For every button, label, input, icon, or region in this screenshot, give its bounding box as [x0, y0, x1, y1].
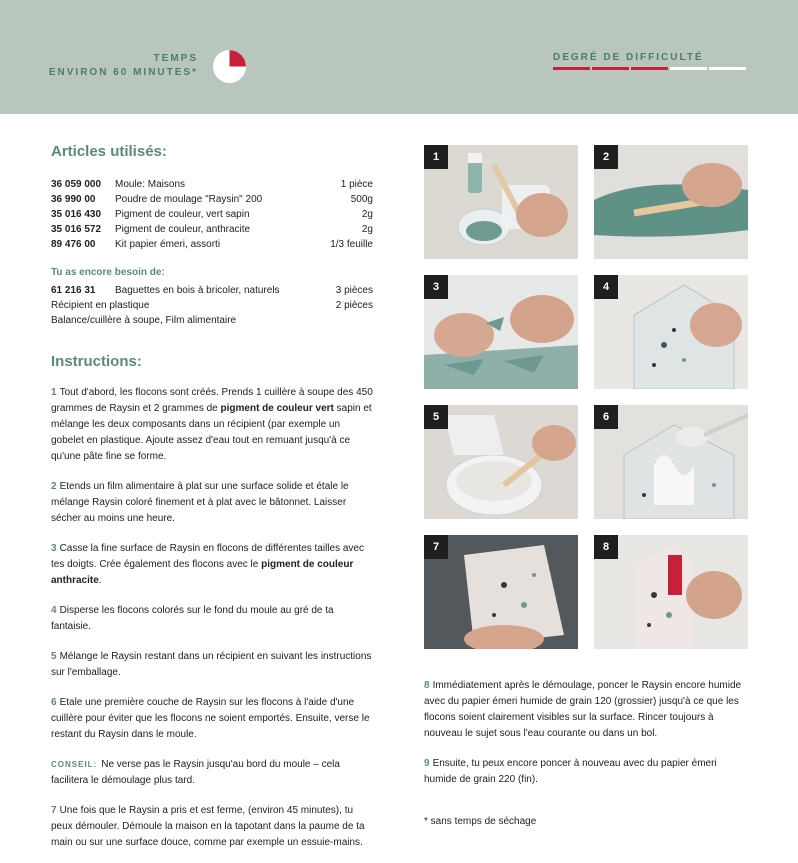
list-item: [51, 207, 373, 222]
item-code: 36 990 00: [51, 194, 96, 205]
materials-list: [51, 177, 373, 252]
photo-step-2: [594, 145, 748, 259]
step-4: 4 Disperse les flocons colorés sur le fond du moule au gré de ta fantaisie.: [51, 605, 334, 632]
photo-step-5: [424, 405, 578, 519]
difficulty-bar: [592, 67, 629, 70]
list-item: [51, 177, 373, 192]
step-9: 9 Ensuite, tu peux encore poncer à nouveau avec du papier émeri humide de grain 220 (fin).: [424, 758, 717, 785]
list-item: [51, 283, 373, 298]
list-item: [51, 298, 373, 313]
photo-step-1: [424, 145, 578, 259]
photo-step-4: [594, 275, 748, 389]
materials-title: Articles utilisés:: [51, 143, 167, 160]
item-name: Poudre de moulage "Raysin" 200: [115, 194, 263, 205]
step-2: 2 Etends un film alimentaire à plat sur une surface solide et étale le mélange Raysin coloré finement et à plat avec le bâtonnet. Laisser sécher au moins une heure.: [51, 481, 349, 524]
list-item: [51, 237, 373, 252]
step-5: 5 Mélange le Raysin restant dans un récipient en suivant les instructions sur l'emballage.: [51, 651, 372, 678]
item-qty: 1 pièce: [340, 179, 373, 190]
clock-icon: [213, 50, 246, 83]
photo-number: 2: [594, 145, 618, 169]
item-name: Pigment de couleur, anthracite: [115, 224, 251, 235]
item-code: 35 016 430: [51, 209, 102, 220]
item-qty: 2g: [361, 209, 373, 220]
item-qty: 2 pièces: [335, 300, 373, 311]
photo-number: 3: [424, 275, 448, 299]
item-name: Balance/cuillère à soupe, Film alimentaire: [51, 315, 237, 326]
difficulty-bar: [670, 67, 707, 70]
time-info: [49, 52, 198, 80]
item-code: 61 216 31: [51, 285, 96, 296]
photo-step-6: [594, 405, 748, 519]
item-name: Récipient en plastique: [51, 300, 150, 311]
difficulty-meter: [553, 67, 746, 71]
instructions-left: [51, 385, 373, 863]
difficulty-bar: [631, 67, 668, 70]
difficulty-bar: [709, 67, 746, 70]
photo-number: 7: [424, 535, 448, 559]
item-qty: 500g: [350, 194, 373, 205]
step-3: 3 Casse la fine surface de Raysin en flocons de différentes tailles avec tes doigts. Crée également des flocons avec le pigment de couleur anthracite.: [51, 543, 364, 586]
photo-number: 6: [594, 405, 618, 429]
extra-title: Tu as encore besoin de:: [51, 267, 165, 278]
time-label: TEMPS: [153, 53, 198, 64]
photo-number: 4: [594, 275, 618, 299]
step-1: 1 Tout d'abord, les flocons sont créés. Prends 1 cuillère à soupe des 450 grammes de Raysin et 2 grammes de pigment de couleur vert sapin et mélange les deux composants dans un récipient (par exemple un gobelet en plastique. Ajoute assez d'eau tout en remuant jusqu'à ce qu'une pâte fine se forme.: [51, 387, 373, 462]
item-code: 89 476 00: [51, 239, 96, 250]
photo-number: 5: [424, 405, 448, 429]
item-name: Pigment de couleur, vert sapin: [115, 209, 250, 220]
extra-list: [51, 283, 373, 328]
header-banner: [0, 0, 798, 114]
difficulty-label: DEGRÉ DE DIFFICULTÉ: [553, 52, 704, 63]
instructions-right: [424, 678, 749, 802]
photo-number: 1: [424, 145, 448, 169]
item-qty: 3 pièces: [335, 285, 373, 296]
item-qty: 2g: [361, 224, 373, 235]
tip: CONSEIL: Ne verse pas le Raysin jusqu'au bord du moule – cela facilitera le démoulage plus tard.: [51, 759, 340, 786]
item-code: 35 016 572: [51, 224, 102, 235]
list-item: [51, 222, 373, 237]
difficulty-bar: [553, 67, 590, 70]
photo-number: 8: [594, 535, 618, 559]
item-name: Baguettes en bois à bricoler, naturels: [115, 285, 280, 296]
item-name: Moule: Maisons: [115, 179, 186, 190]
step-8: 8 Immédiatement après le démoulage, poncer le Raysin encore humide avec du papier émeri humide de grain 120 (grossier) jusqu'à ce que les flocons soient clairement visibles sur la surface. Rincer toujours à nouveau le sujet sous l'eau courante ou dans un bol.: [424, 680, 742, 739]
photo-step-8: [594, 535, 748, 649]
step-6: 6 Etale une première couche de Raysin sur les flocons à l'aide d'une cuillère pour éviter que les flocons ne soient emportés. Ensuite, verse le restant du Raysin dans le moule.: [51, 697, 370, 740]
item-qty: 1/3 feuille: [330, 239, 373, 250]
photo-step-7: [424, 535, 578, 649]
footnote: * sans temps de séchage: [424, 816, 537, 827]
item-code: 36 059 000: [51, 179, 102, 190]
step-7: 7 Une fois que le Raysin a pris et est ferme, (environ 45 minutes), tu peux démouler. Démoule la maison en la tapotant dans la paume de ta main ou sur une surface douce, comme par exemple un essuie-mains.: [51, 805, 365, 848]
time-value: ENVIRON 60 MINUTES*: [48, 67, 198, 78]
list-item: [51, 313, 373, 328]
instructions-title: Instructions:: [51, 353, 142, 370]
list-item: [51, 192, 373, 207]
photo-step-3: [424, 275, 578, 389]
clock-wedge: [230, 50, 247, 67]
item-name: Kit papier émeri, assorti: [115, 239, 221, 250]
